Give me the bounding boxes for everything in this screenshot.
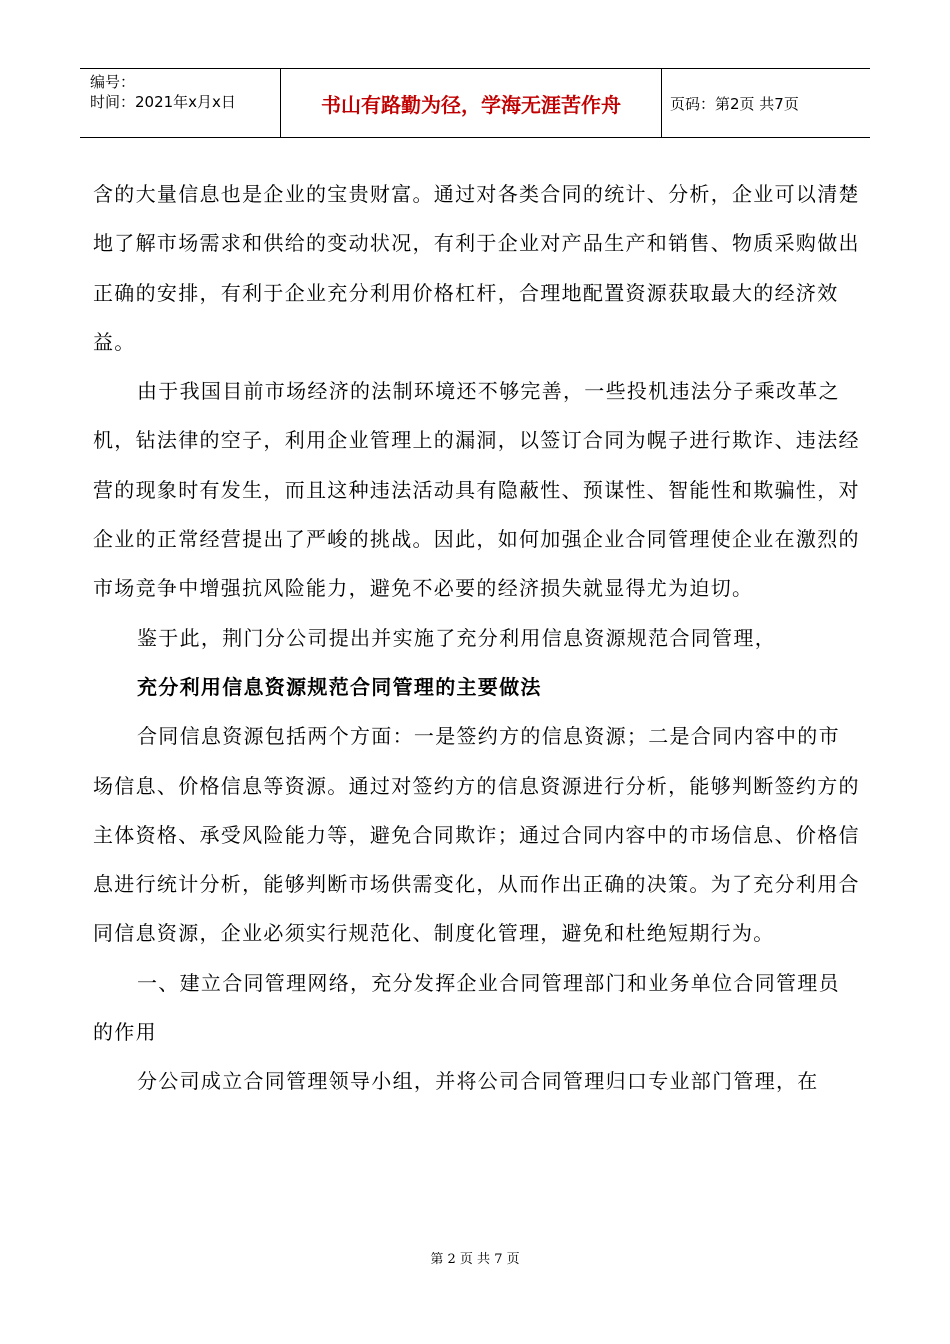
paragraph: 由于我国目前市场经济的法制环境还不够完善，一些投机违法分子乘改革之机，钻法律的空子，利用企业管理上的漏洞，以签订合同为幌子进行欺诈、违法经营的现象时有发生，而且这种违法活动具有隐蔽性、预谋性、智能性和欺骗性，对企业的正常经营提出了严峻的挑战。因此，如何加强企业合同管理使企业在激烈的市场竞争中增强抗风险能力，避免不必要的经济损失就显得尤为迫切。 bbox=[93, 379, 860, 601]
page-header bbox=[80, 68, 870, 138]
document-body bbox=[93, 170, 861, 1107]
paragraph: 含的大量信息也是企业的宝贵财富。通过对各类合同的统计、分析，企业可以清楚地了解市场需求和供给的变动状况，有利于企业对产品生产和销售、物质采购做出正确的安排，有利于企业充分利用价格杠杆，合理地配置资源获取最大的经济效益。 bbox=[93, 182, 860, 354]
number-label: 编号： bbox=[90, 73, 136, 91]
section-heading: 充分利用信息资源规范合同管理的主要做法 bbox=[137, 674, 542, 699]
paragraph: 鉴于此，荆门分公司提出并实施了充分利用信息资源规范合同管理， bbox=[137, 625, 776, 650]
paragraph: 一、建立合同管理网络，充分发挥企业合同管理部门和业务单位合同管理员的作用 bbox=[93, 970, 840, 1045]
time-label: 时间：2021年x月x日 bbox=[90, 93, 236, 111]
motto: 书山有路勤为径，学海无涯苦作舟 bbox=[281, 69, 662, 137]
page-number-label: 页码：第2页 共7页 bbox=[670, 94, 799, 113]
paragraph: 合同信息资源包括两个方面：一是签约方的信息资源；二是合同内容中的市场信息、价格信息等资源。通过对签约方的信息资源进行分析，能够判断签约方的主体资格、承受风险能力等，避免合同欺诈；通过合同内容中的市场信息、价格信息进行统计分析，能够判断市场供需变化，从而作出正确的决策。为了充分利用合同信息资源，企业必须实行规范化、制度化管理，避免和杜绝短期行为。 bbox=[93, 724, 860, 946]
paragraph: 分公司成立合同管理领导小组，并将公司合同管理归口专业部门管理，在 bbox=[137, 1069, 819, 1094]
header-info-cell bbox=[80, 69, 281, 137]
page-footer: 第 2 页 共 7 页 bbox=[430, 1252, 520, 1267]
